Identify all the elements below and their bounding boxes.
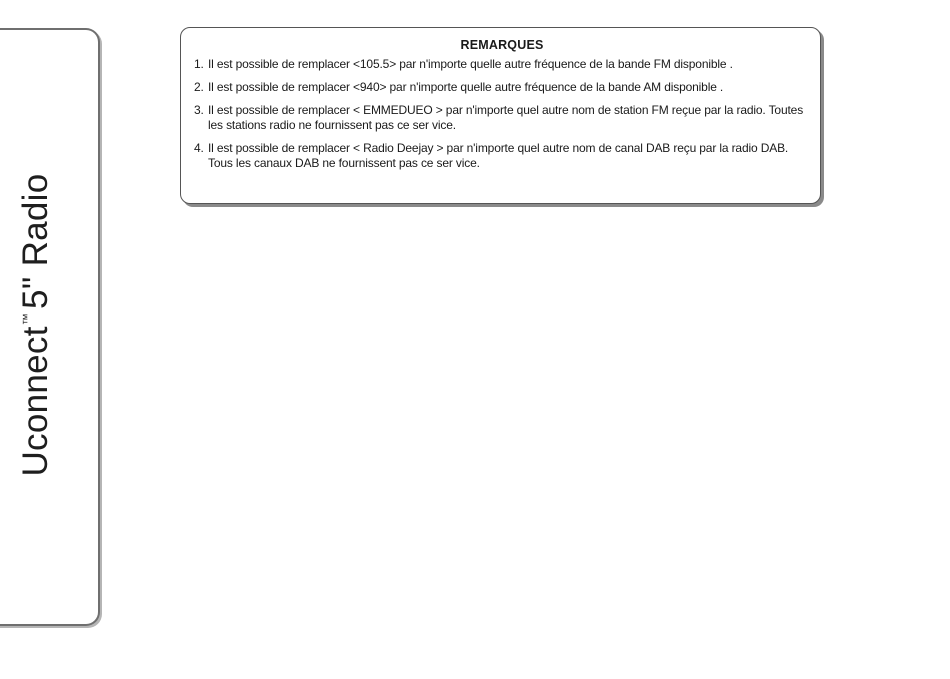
remark-text: Il est possible de remplacer < Radio Deejay > par n'importe quel autre nom de canal DAB reçu par la radio DAB. Tous les canaux DAB ne fournissent pas ce ser vice. <box>208 141 789 170</box>
remark-item <box>194 141 810 171</box>
remark-text: Il est possible de remplacer <105.5> par n'importe quelle autre fréquence de la bande FM disponible . <box>208 57 733 71</box>
remarks-title: REMARQUES <box>460 38 544 52</box>
trademark-symbol: ™ <box>20 312 34 326</box>
chapter-title <box>16 173 56 476</box>
remarks-box <box>180 27 821 204</box>
remark-number: 1. <box>194 57 204 71</box>
remark-text: Il est possible de remplacer <940> par n'importe quelle autre fréquence de la bande AM disponible . <box>208 80 724 94</box>
remark-item <box>194 103 810 133</box>
chapter-title-rest: 5" Radio <box>16 173 55 309</box>
remark-number: 2. <box>194 80 204 94</box>
remark-text: Il est possible de remplacer < EMMEDUEO > par n'importe quel autre nom de station FM reçue par la radio. Toutes les stations radio ne fournissent pas ce ser vice. <box>208 103 804 132</box>
remark-item <box>194 80 810 95</box>
remark-item <box>194 57 810 72</box>
chapter-title-main: Uconnect <box>16 326 55 477</box>
remark-number: 4. <box>194 141 204 155</box>
remark-number: 3. <box>194 103 204 117</box>
